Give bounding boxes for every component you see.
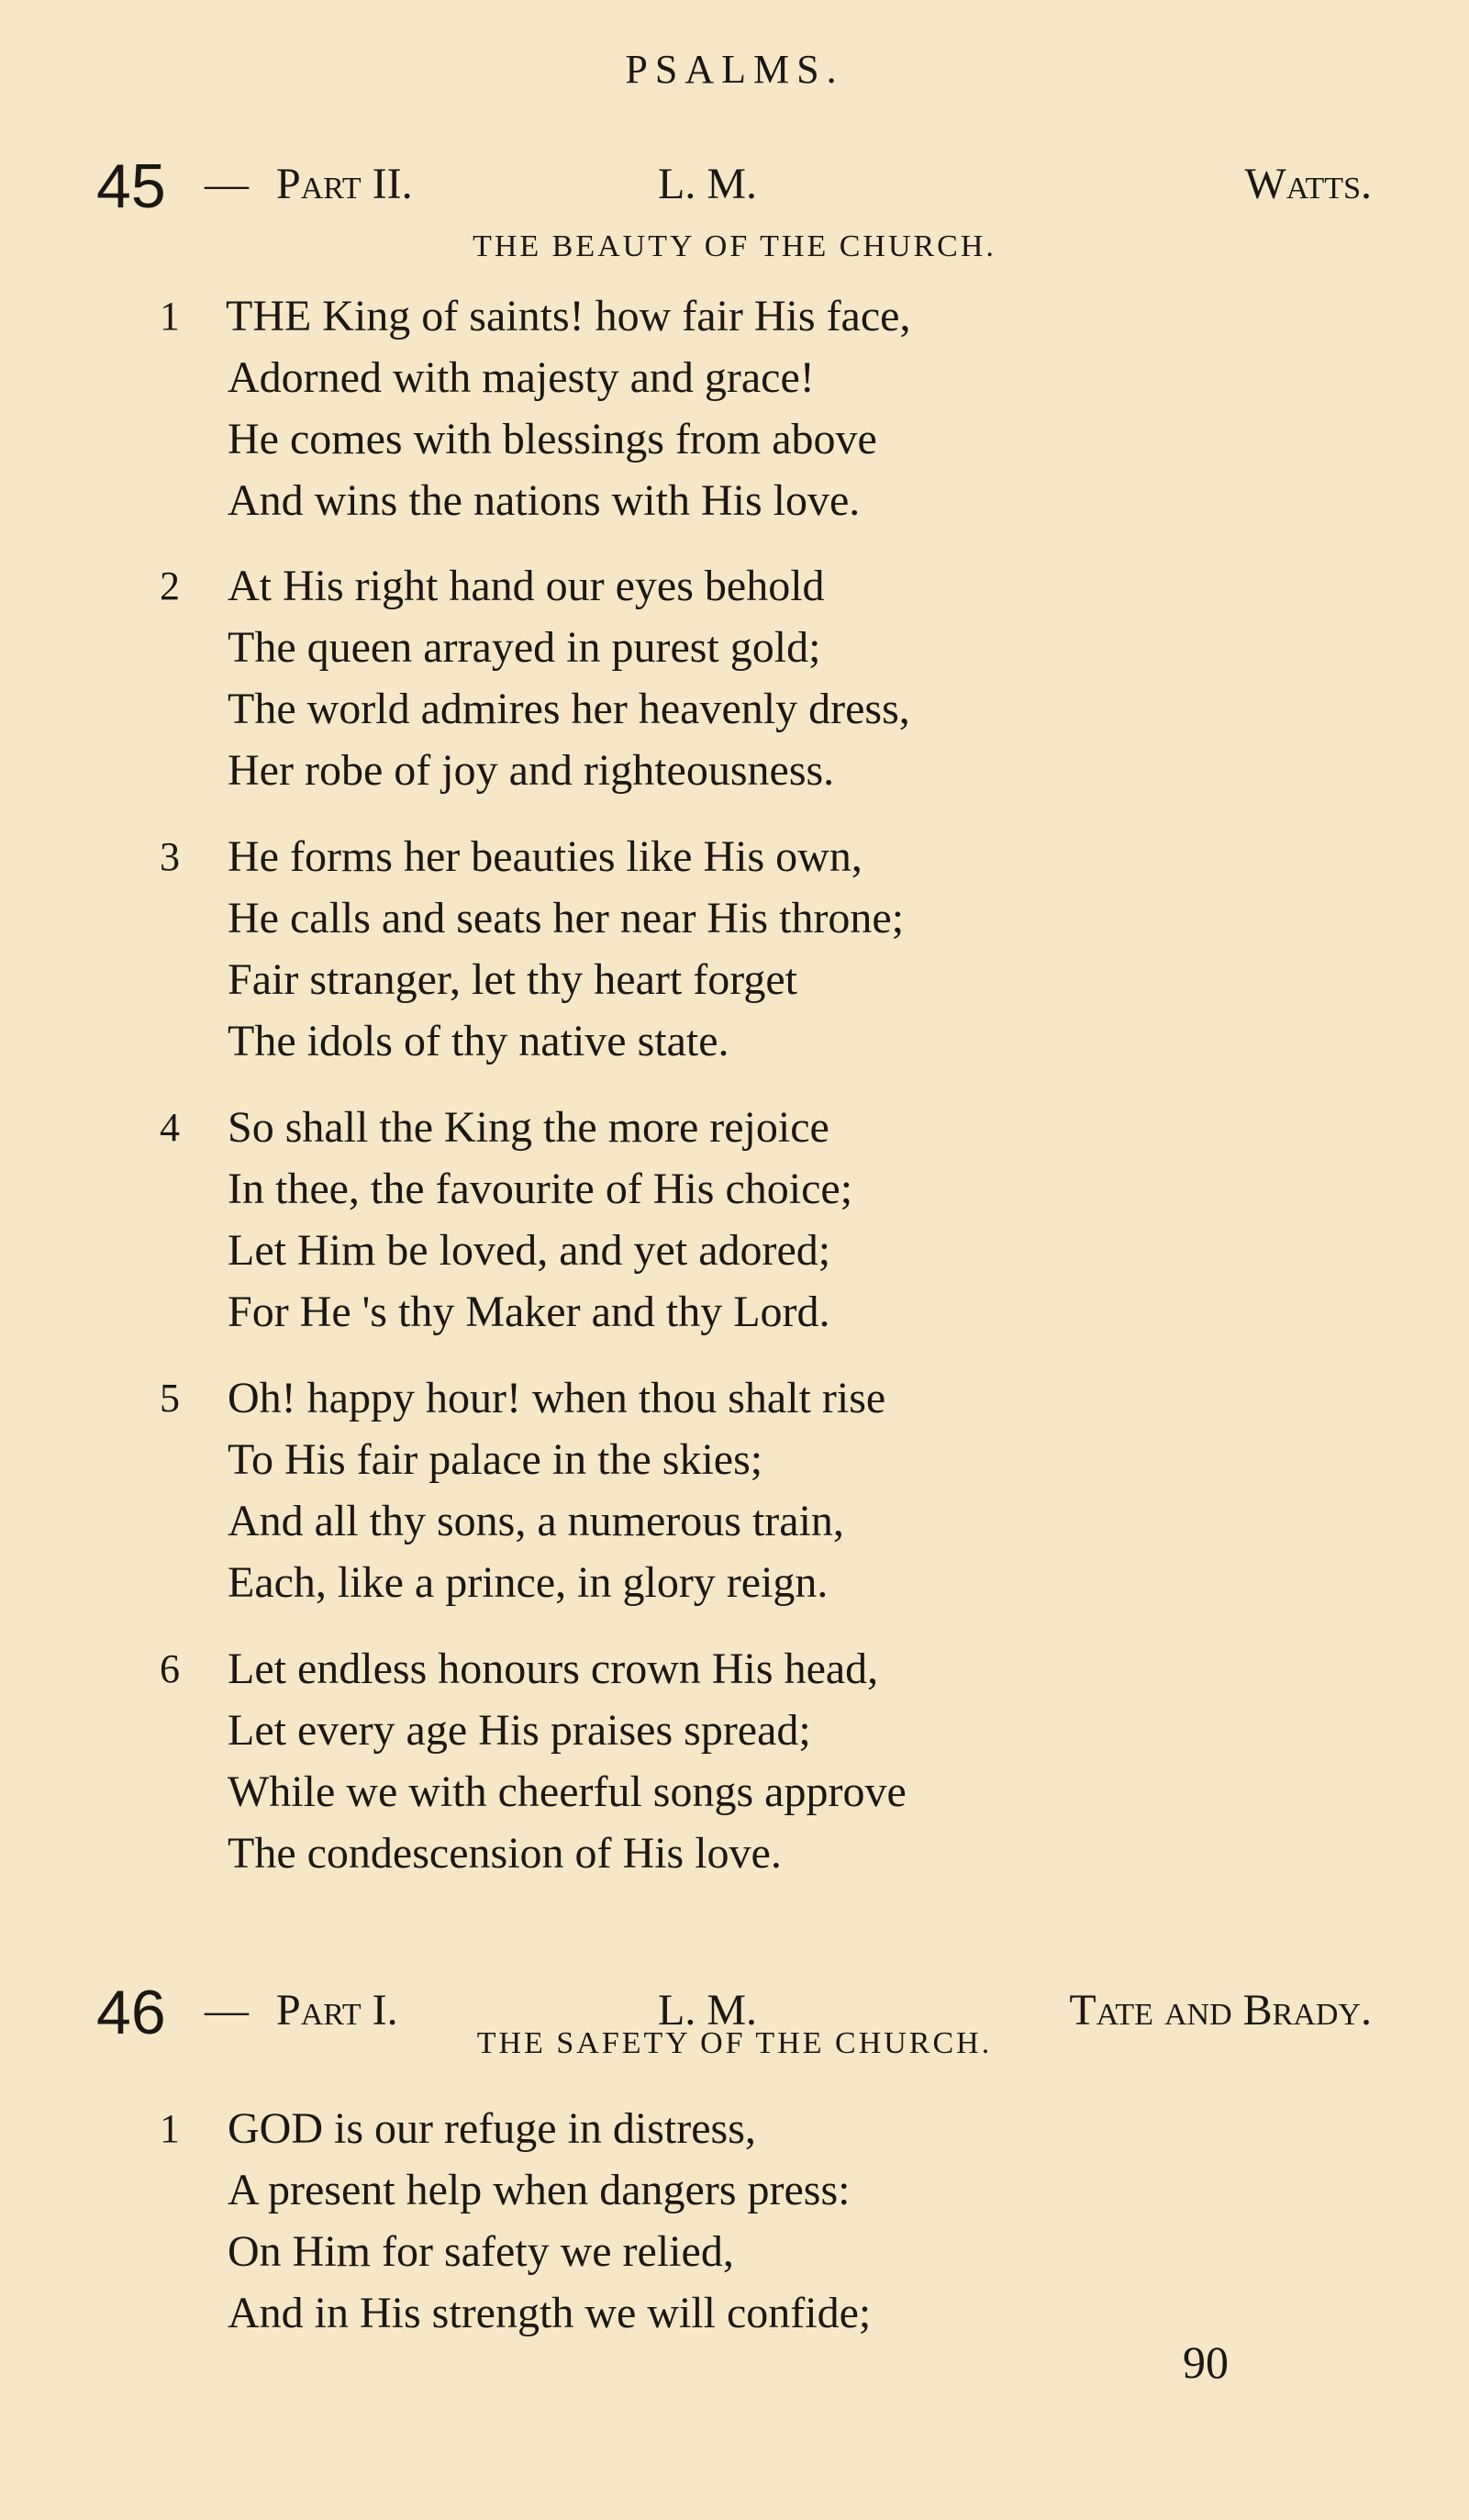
- line-text: He calls and seats her near His throne;: [228, 894, 905, 942]
- hymn-meter: L. M.: [658, 160, 757, 208]
- line-text: On Him for safety we relied,: [228, 2227, 734, 2276]
- line-text: The world admires her heavenly dress,: [228, 685, 910, 733]
- line-text: For He 's thy Maker and thy Lord.: [228, 1288, 830, 1336]
- running-head: PSALMS.: [625, 47, 844, 92]
- verse-line: [161, 1220, 1373, 1281]
- line-text: Adorned with majesty and grace!: [228, 353, 815, 402]
- verse-line: [161, 1429, 1373, 1490]
- stanza: [161, 555, 1373, 801]
- hymn-subtitle: THE SAFETY OF THE CHURCH.: [476, 2026, 993, 2060]
- line-text: So shall the King the more rejoice: [228, 1103, 829, 1152]
- line-text: In thee, the favourite of His choice;: [228, 1165, 853, 1213]
- hymn-number: 45: [96, 151, 166, 221]
- page-number: 90: [1183, 2336, 1229, 2388]
- verse-line: [161, 887, 1373, 949]
- verse-line: [161, 1552, 1373, 1613]
- line-text: And in His strength we will confide;: [228, 2289, 872, 2337]
- verse-line: [161, 470, 1373, 531]
- verse-number: 4: [160, 1105, 180, 1150]
- verse-line: [161, 1010, 1373, 1072]
- verse-line: [161, 285, 1373, 347]
- stanza: [161, 1367, 1373, 1613]
- stanza: [161, 1638, 1373, 1884]
- stanza: [161, 285, 1373, 531]
- line-text: The queen arrayed in purest gold;: [228, 623, 821, 672]
- verse-line: [161, 949, 1373, 1010]
- verse-line: [161, 2159, 1373, 2221]
- verse-line: [161, 2098, 1373, 2159]
- verse-line: [161, 1367, 1373, 1429]
- verse-line: [161, 408, 1373, 470]
- verse-line: [161, 1097, 1373, 1158]
- line-text: Oh! happy hour! when thou shalt rise: [228, 1374, 886, 1422]
- verse-line: [161, 347, 1373, 408]
- line-text: THE King of saints! how fair His face,: [226, 292, 911, 340]
- hymn-dash: —: [205, 1986, 249, 2035]
- verse-line: [161, 1823, 1373, 1884]
- line-text: Each, like a prince, in glory reign.: [228, 1558, 829, 1607]
- verse-line: [161, 617, 1373, 678]
- hymn-subtitle: THE BEAUTY OF THE CHURCH.: [473, 229, 996, 263]
- stanza: [161, 2098, 1373, 2344]
- hymn-author: Tate and Brady.: [1069, 1986, 1372, 2035]
- hymn-part: Part I.: [276, 1986, 398, 2035]
- hymn-meter: L. M.: [658, 1986, 757, 2035]
- line-text: GOD is our refuge in distress,: [228, 2104, 756, 2153]
- line-text: While we with cheerful songs approve: [228, 1767, 907, 1816]
- line-text: Let endless honours crown His head,: [228, 1645, 879, 1693]
- verse-line: [161, 826, 1373, 887]
- line-text: Let every age His praises spread;: [228, 1706, 811, 1755]
- verse-line: [161, 2282, 1373, 2344]
- hymn-number: 46: [96, 1978, 166, 2047]
- stanza: [161, 826, 1373, 1072]
- line-text: Let Him be loved, and yet adored;: [228, 1226, 831, 1275]
- verse-line: [161, 1761, 1373, 1823]
- verse-number: 2: [160, 563, 180, 608]
- line-text: To His fair palace in the skies;: [228, 1435, 763, 1484]
- verse-number: 3: [160, 834, 180, 879]
- hymn-author: Watts.: [1244, 160, 1372, 208]
- line-text: The condescension of His love.: [228, 1829, 782, 1878]
- verse-number: 1: [160, 2106, 180, 2151]
- verse-number: 6: [160, 1646, 180, 1691]
- verse-line: [161, 740, 1373, 801]
- line-text: He comes with blessings from above: [228, 415, 877, 463]
- verse-line: [161, 678, 1373, 740]
- line-text: Fair stranger, let thy heart forget: [228, 955, 797, 1004]
- hymn-part: Part II.: [276, 160, 413, 208]
- stanza: [161, 1097, 1373, 1343]
- line-text: Her robe of joy and righteousness.: [228, 746, 835, 795]
- verse-number: 5: [160, 1376, 180, 1421]
- hymn-dash: —: [205, 160, 249, 208]
- verse-line: [161, 1700, 1373, 1761]
- verse-number: 1: [160, 294, 180, 339]
- line-text: A present help when dangers press:: [228, 2166, 851, 2214]
- line-text: The idols of thy native state.: [228, 1017, 729, 1065]
- line-text: He forms her beauties like His own,: [228, 832, 862, 881]
- verse-line: [161, 1281, 1373, 1343]
- verse-line: [161, 555, 1373, 617]
- verse-line: [161, 1490, 1373, 1552]
- verse-line: [161, 1638, 1373, 1700]
- verse-line: [161, 2221, 1373, 2282]
- line-text: And wins the nations with His love.: [228, 476, 861, 525]
- verse-line: [161, 1158, 1373, 1220]
- line-text: At His right hand our eyes behold: [228, 562, 825, 610]
- hymn-header-45: [96, 145, 1372, 228]
- line-text: And all thy sons, a numerous train,: [228, 1497, 844, 1545]
